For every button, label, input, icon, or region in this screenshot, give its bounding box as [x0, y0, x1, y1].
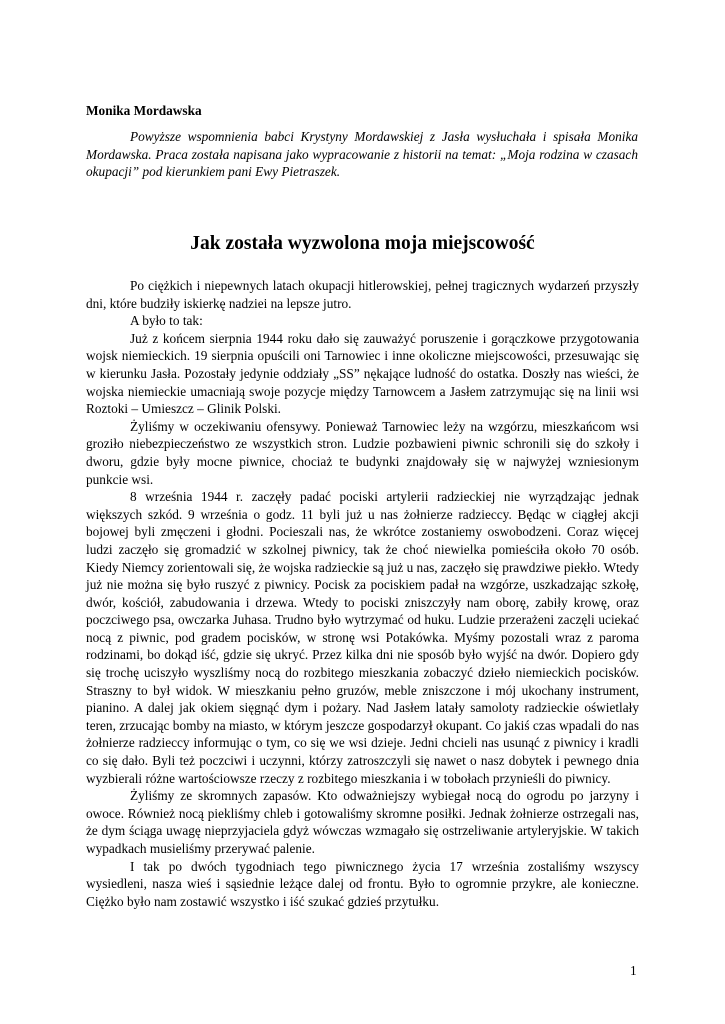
page-number: 1: [630, 963, 637, 978]
document-body: [86, 277, 639, 910]
paragraph: Żyliśmy w oczekiwaniu ofensywy. Ponieważ Tarnowiec leży na wzgórzu, mieszkańcom wsi groziło niebezpieczeństwo ze wszystkich stron. Ludzie pozbawieni piwnic schronili się do szkoły i dworu, gdzie były mocne piwnice, chociaż te budynki znajdowały się w najwyżej wzniesionym punkcie wsi.: [86, 418, 639, 487]
paragraph: I tak po dwóch tygodniach tego piwnicznego życia 17 września zostaliśmy wszyscy wysiedleni, nasza wieś i sąsiednie leżące dalej od frontu. Było to ogromnie przykre, ale konieczne. Ciężko było nam zostawić wszystko i iść szukać gdzieś przytułku.: [86, 858, 639, 909]
document-title: Jak została wyzwolona moja miejscowość: [190, 233, 535, 254]
paragraph: Żyliśmy ze skromnych zapasów. Kto odważniejszy wybiegał nocą do ogrodu po jarzyny i owoce. Również nocą piekliśmy chleb i gotowaliśmy skromne posiłki. Jednak żołnierze ostrzegali nas, że dym ściąga uwagę nieprzyjaciela gdyż wówczas wzmagało się ostrzeliwanie artyleryjskie. W takich wypadkach musieliśmy przerywać palenie.: [86, 788, 639, 856]
paragraph: Już z końcem sierpnia 1944 roku dało się zauważyć poruszenie i gorączkowe przygotowania wojsk niemieckich. 19 sierpnia opuścili oni Tarnowiec i inne okoliczne miejscowości, przesuwając się w kierunku Jasła. Pozostały jedynie oddziały „SS” nękające ludność do ostatka. Doszły nas wieści, że wojska niemieckie umacniają swoje pozycje między Tarnowcem a Jasłem zatrzymując się na linii wsi Roztoki – Umieszcz – Glinik Polski.: [86, 330, 639, 417]
paragraph: A było to tak:: [130, 313, 203, 329]
paragraph: Po ciężkich i niepewnych latach okupacji hitlerowskiej, pełnej tragicznych wydarzeń przyszły dni, które budziły iskierkę nadziei na lepsze jutro.: [86, 278, 639, 311]
author-name: Monika Mordawska: [86, 103, 202, 118]
intro-note: Powyższe wspomnienia babci Krystyny Mordawskiej z Jasła wysłuchała i spisała Monika Mordawska. Praca została napisana jako wypracowanie z historii na temat: „Moja rodzina w czasach okupacji” pod kierunkiem pani Ewy Pietraszek.: [86, 129, 638, 180]
paragraph: 8 września 1944 r. zaczęły padać pociski artylerii radzieckiej nie wyrządzając jednak większych szkód. 9 września o godz. 11 byli już u nas żołnierze radzieccy. Będąc w ciągłej akcji bojowej byli zmęczeni i głodni. Pocieszali nas, że wkrótce zostaniemy oswobodzeni. Coraz więcej ludzi zaczęło się gromadzić w szkolnej piwnicy, tak że choć niewielka pomieściła około 70 osób. Kiedy Niemcy zorientowali się, że wojska radzieckie są już u nas, zaczęło się prawdziwe piekło. Wtedy już nie można się było ruszyć z piwnicy. Pocisk za pociskiem padał na wzgórze, uszkadzając szkołę, dwór, kościół, zabudowania i drzewa. Wtedy to pociski zniszczyły nam oborę, zabiły krowę, oraz poczciwego psa, owczarka Juhasa. Trudno było wytrzymać od huku. Ludzie przerażeni zaczęli uciekać nocą z piwnic, pod gradem pocisków, w stronę wsi Potakówka. Myśmy pozostali wraz z paroma rodzinami, bo dokąd iść, gdzie się ukryć. Przez kilka dni nie sposób było wyjść na dwór. Dopiero gdy się trochę uciszyło wyszliśmy nocą do rozbitego mieszkania zobaczyć dzieło niemieckich pocisków. Straszny to był widok. W mieszkaniu pełno gruzów, meble zniszczone i mój ukochany instrument, pianino. A dalej jak okiem sięgnąć dym i pożary. Nad Jasłem latały samoloty radzieckie oświetlały teren, zrzucając bomby na miasto, w którym jeszcze gospodarzył okupant. Co jakiś czas wpadali do nas żołnierze radzieccy informując o tym, co się we wsi dzieje. Jedni chcieli nas usunąć z piwnicy i kradli co się dało. Byli też poczciwi i uczynni, którzy zatroszczyli się nawet o nasz dobytek i pewnego dnia wyzbierali różne wartościowsze rzeczy z rozbitego mieszkania i w tobołach przynieśli do piwnicy.: [86, 489, 639, 786]
